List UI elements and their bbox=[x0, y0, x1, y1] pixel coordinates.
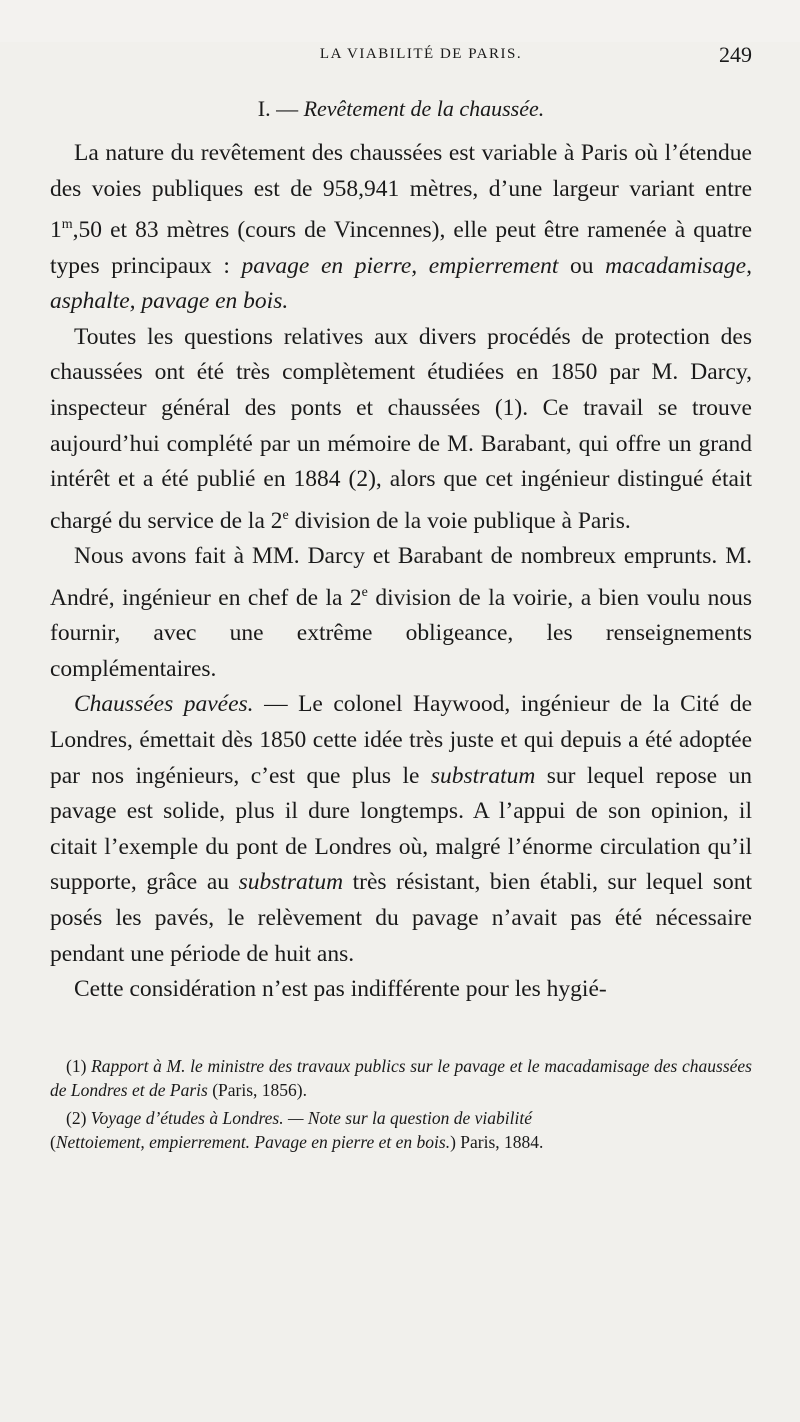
section-number: I. — bbox=[257, 96, 299, 121]
superscript: m bbox=[61, 217, 73, 233]
footnotes bbox=[50, 1054, 752, 1154]
text-run: — Le colonel Haywood, ingénieur de la Cité de Londres, émettait dès 1850 cette idée très juste et qui depuis a été adoptée par nos ingénieurs, c’est que plus le bbox=[50, 691, 753, 789]
footnote-mark: (1) bbox=[66, 1055, 87, 1076]
text-run: (Paris, 1856). bbox=[212, 1079, 307, 1100]
text-run: Cette considération n’est pas indifférente pour les hygié- bbox=[74, 976, 607, 1003]
italic-run: substratum bbox=[430, 762, 536, 789]
text-run: division de la voirie, a bien voulu nous fournir, avec une extrême obligeance, les renseignements complémentaires. bbox=[50, 584, 752, 682]
italic-run: Rapport à M. le ministre des travaux publics sur le pavage et le macadamisage des chaussées de Londres et de Paris bbox=[50, 1055, 752, 1100]
section-heading bbox=[50, 96, 752, 122]
superscript: e bbox=[361, 584, 368, 600]
italic-run: Chaussées pavées. bbox=[74, 691, 254, 718]
paragraph-3 bbox=[50, 539, 752, 687]
italic-run: substratum bbox=[238, 869, 344, 896]
italic-run: Voyage d’études à Londres. — Note sur la question de viabilité bbox=[90, 1107, 532, 1128]
superscript: e bbox=[282, 507, 289, 523]
footnote-mark: (2) bbox=[66, 1107, 87, 1128]
running-title: LA VIABILITÉ DE PARIS. bbox=[319, 46, 523, 62]
book-page bbox=[0, 42, 800, 1422]
body-text bbox=[50, 136, 752, 1008]
text-run: ( bbox=[50, 1131, 56, 1152]
paragraph-1 bbox=[50, 136, 752, 320]
text-run: Toutes les questions relatives aux divers procédés de protection des chaussées ont été très complètement étudiées en 1850 par M. Darcy, inspecteur général des ponts et chaussées (1). Ce travail se trouve aujourd’hui complété par un mémoire de M. Barabant, qui offre un grand intérêt et a été publié en 1884 (2), alors que cet ingénieur distingué était chargé du service de la 2 bbox=[50, 323, 752, 534]
text-run: ) Paris, 1884. bbox=[450, 1131, 544, 1152]
page-number: 249 bbox=[719, 42, 752, 67]
footnote-1 bbox=[50, 1054, 752, 1102]
text-run: division de la voie publique à Paris. bbox=[294, 507, 631, 534]
section-title: Revêtement de la chaussée. bbox=[303, 96, 545, 121]
text-run: ou bbox=[570, 252, 594, 279]
footnote-2 bbox=[50, 1106, 752, 1154]
italic-run: Nettoiement, empierrement. Pavage en pierre et en bois. bbox=[55, 1131, 451, 1152]
italic-run: macadamisage, asphalte, pavage en bois. bbox=[50, 252, 752, 315]
text-run: ,50 et 83 mètres (cours de Vincennes), elle peut être ramenée à quatre types principaux : bbox=[50, 217, 752, 279]
text-run: La nature du revêtement des chaussées est variable à Paris où l’étendue des voies publiques est de 958,941 mètres, d’une largeur variant entre 1 bbox=[50, 140, 752, 244]
text-run: très résistant, bien établi, sur lequel sont posés les pavés, le relèvement du pavage n’avait pas été nécessaire pendant une période de huit ans. bbox=[50, 869, 753, 967]
paragraph-4 bbox=[50, 687, 752, 972]
paragraph-5 bbox=[50, 972, 752, 1008]
text-run: Nous avons fait à MM. Darcy et Barabant de nombreux emprunts. M. André, ingénieur en chef de la 2 bbox=[50, 543, 752, 611]
paragraph-2 bbox=[50, 320, 752, 539]
running-head bbox=[50, 42, 752, 72]
text-run: sur lequel repose un pavage est solide, plus il dure longtemps. A l’appui de son opinion, il citait l’exemple du pont de Londres où, malgré l’énorme circulation qu’il supporte, grâce au bbox=[50, 762, 753, 896]
italic-run: pavage en pierre, empierrement bbox=[241, 252, 559, 279]
